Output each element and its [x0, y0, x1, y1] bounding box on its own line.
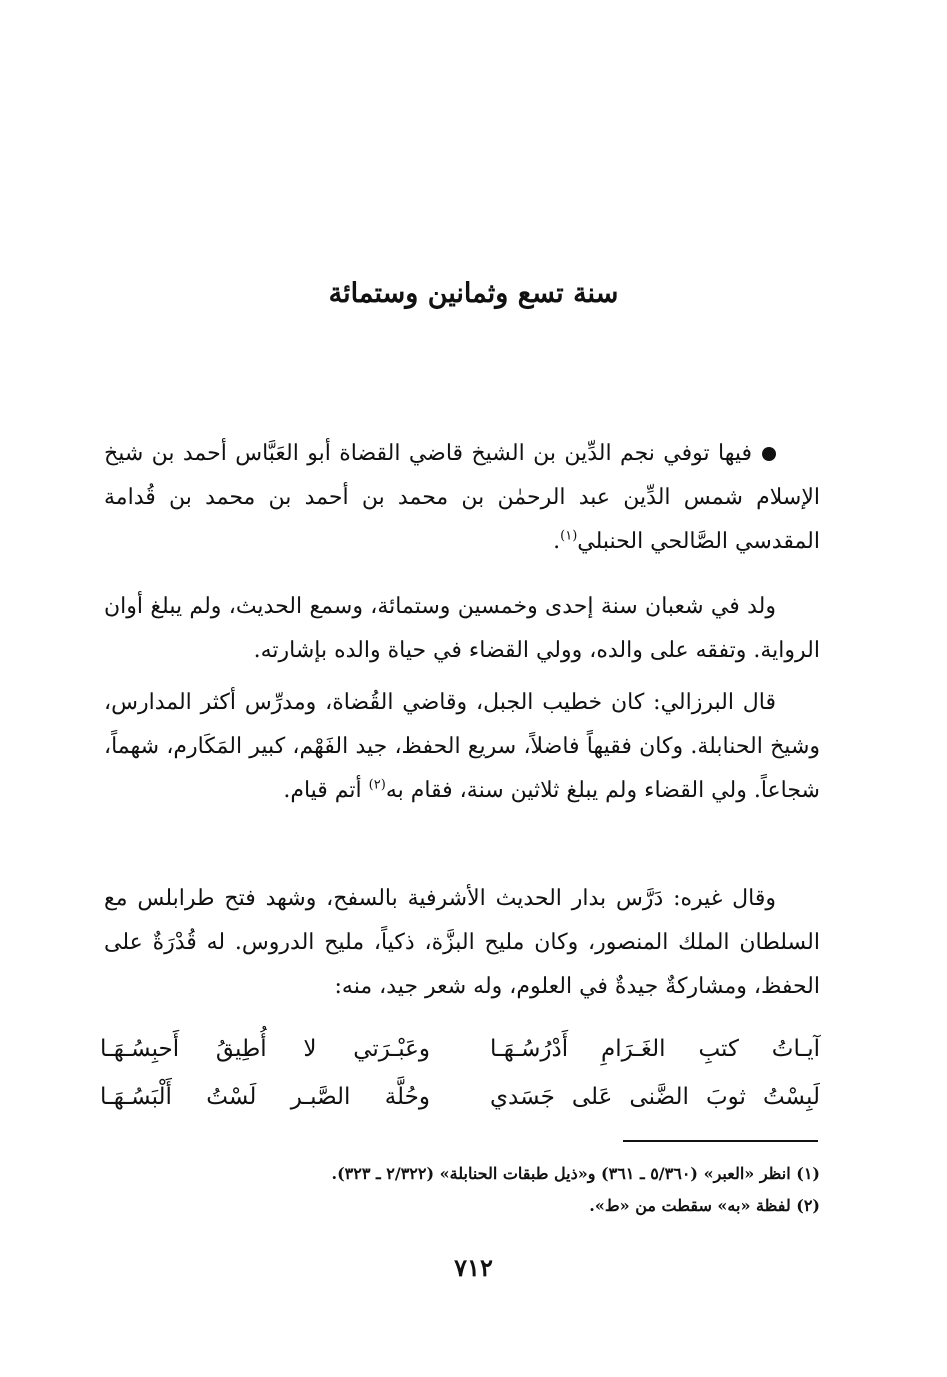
- poem-verse: [100, 1073, 820, 1121]
- paragraph-text: قال البرزالي: كان خطيب الجبل، وقاضي القُضاة، ومدرِّس أكثر المدارس، وشيخ الحنابلة. وكان فقيهاً فاضلاً، سريع الحفظ، جيد الفَهْم، كبير المَكَارم، شهماً، شجاعاً. ولي القضاء ولم يبلغ ثلاثين سنة، فقام به: [104, 690, 820, 803]
- paragraph-text-end: أتم قيام.: [283, 778, 369, 803]
- footnote-1: (١) انظر «العبر» (٥/٣٦٠ ـ ٣٦١) و«ذيل طبقات الحنابلة» (٢/٣٢٢ ـ ٣٢٣).: [331, 1164, 820, 1183]
- footnote-marker: (١): [560, 528, 578, 544]
- paragraph-other-sources: وقال غيره: دَرَّس بدار الحديث الأشرفية بالسفح، وشهد فتح طرابلس مع السلطان الملك المنصور، وكان مليح البزَّة، ذكياً، مليح الدروس. له قُدْرَةٌ على الحفظ، ومشاركةٌ جيدةٌ في العلوم، وله شعر جيد، منه:: [104, 886, 820, 999]
- hemistich-left: وعَبْـرَتي لا أُطِيقُ أَحبِسُـهَـا: [100, 1036, 430, 1062]
- hemistich-right: لَبِسْتُ ثوبَ الضَّنى عَلى جَسَدي: [490, 1084, 820, 1110]
- paragraph-end: .: [553, 529, 561, 554]
- bullet-icon: [762, 447, 776, 461]
- hemistich-left: وحُلَّة الصَّبـر لَسْتُ أَلْبَسُـهَـا: [100, 1084, 430, 1110]
- chapter-heading: سنة تسع وثمانين وستمائة: [328, 278, 619, 309]
- hemistich-right: آيـاتُ كتبِ الغَـرَامِ أَدْرُسُـهَـا: [490, 1036, 820, 1062]
- paragraph-text: فيها توفي نجم الدِّين بن الشيخ قاضي القضاة أبو العَبَّاس أحمد بن شيخ الإسلام شمس الدِّين عبد الرحمٰن بن محمد بن أحمد بن محمد بن قُدامة المقدسي الصَّالحي الحنبلي: [104, 441, 820, 554]
- poem-verse: [100, 1025, 820, 1073]
- footnotes: [200, 1158, 820, 1222]
- page-number: ٧١٢: [454, 1253, 493, 1282]
- footnote-divider: [623, 1140, 818, 1142]
- paragraph-barzali: [104, 681, 820, 813]
- poem: [100, 1025, 820, 1121]
- paragraph-obituary: [104, 432, 820, 564]
- footnote-marker: (٢): [368, 777, 386, 793]
- paragraph-birth: ولد في شعبان سنة إحدى وخمسين وستمائة، وسمع الحديث، ولم يبلغ أوان الرواية. وتفقه على والده، وولي القضاء في حياة والده بإشارته.: [104, 594, 820, 663]
- footnote-2: (٢) لفظة «به» سقطت من «ط».: [589, 1196, 820, 1215]
